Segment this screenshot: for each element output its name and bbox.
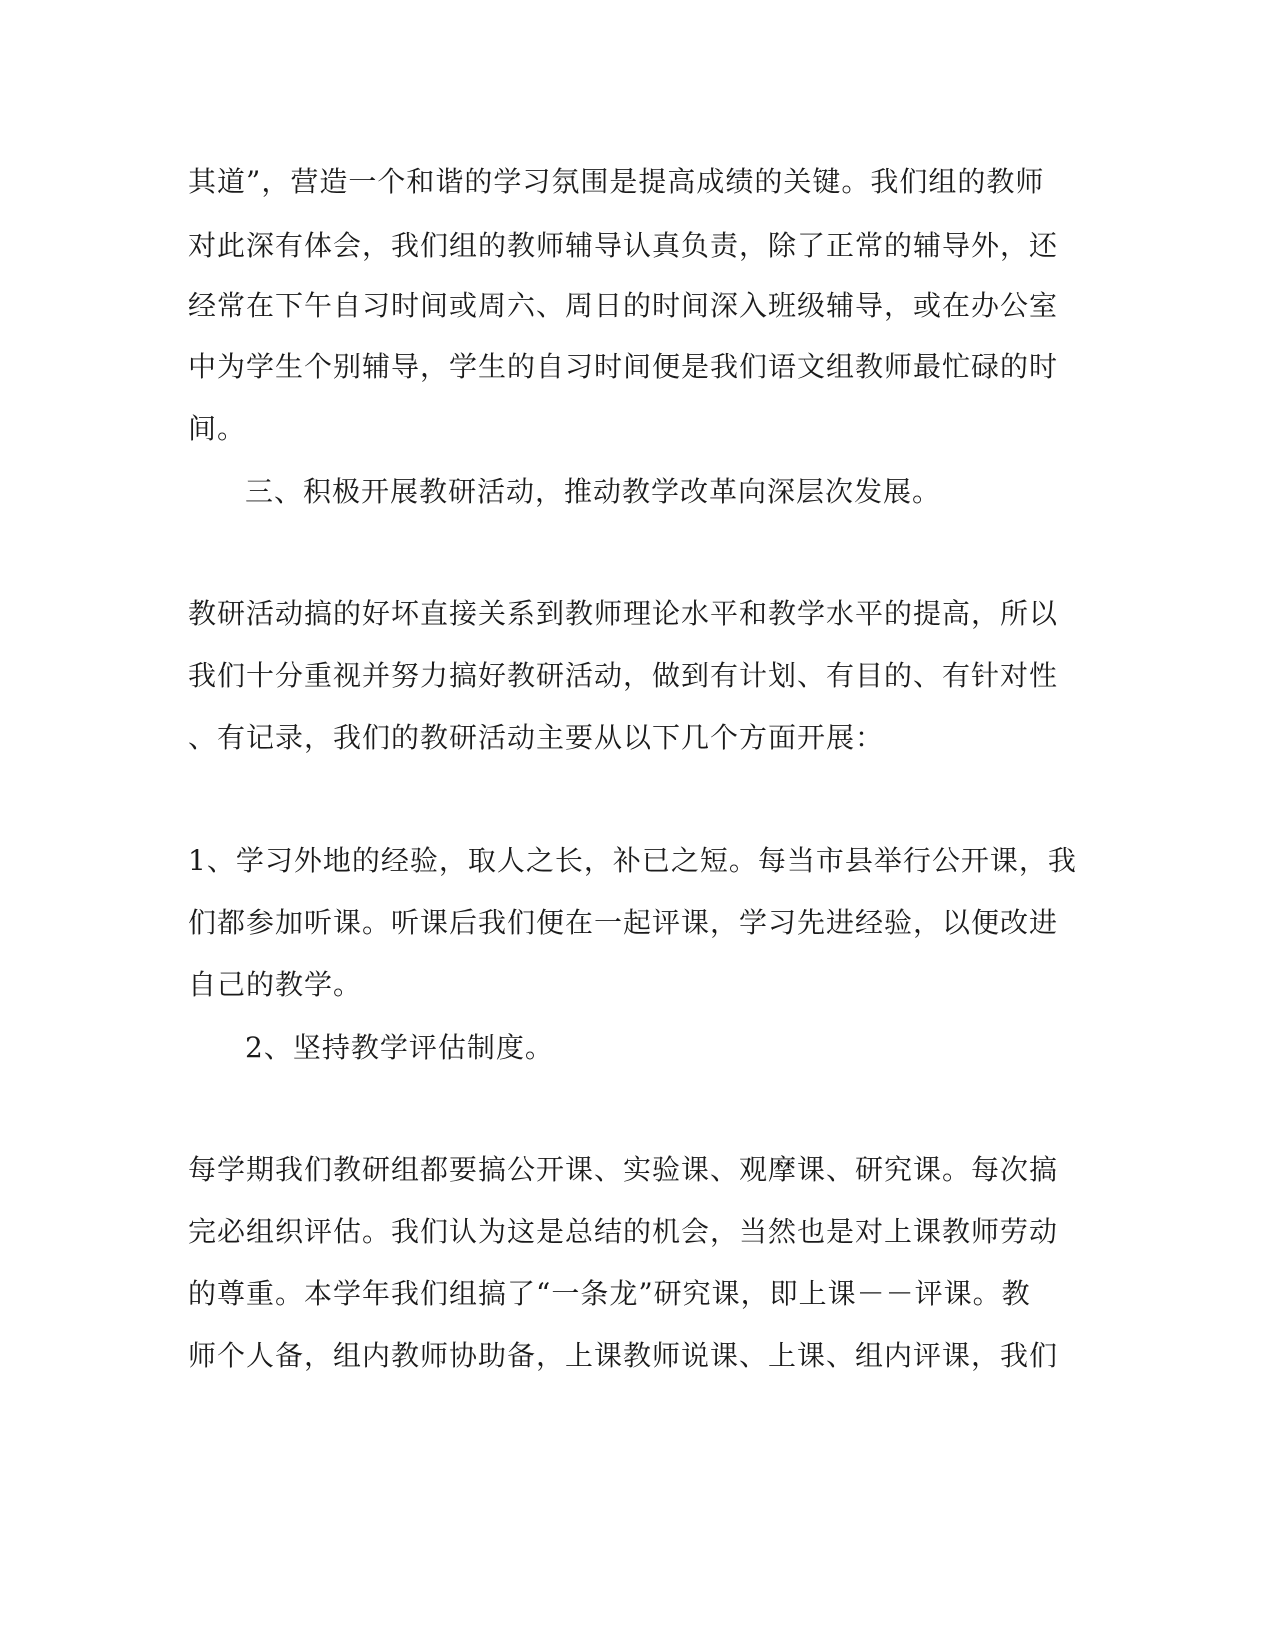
paragraph-1-line-2: 对此深有体会，我们组的教师辅导认真负责，除了正常的辅导外，还 xyxy=(188,229,1059,262)
paragraph-4-line-4: 师个人备，组内教师协助备，上课教师说课、上课、组内评课，我们 xyxy=(188,1339,1059,1372)
section-heading-3: 三、积极开展教研活动，推动教学改革向深层次发展。 xyxy=(245,475,942,508)
paragraph-1-line-1: 其道”，营造一个和谐的学习氛围是提高成绩的关键。我们组的教师 xyxy=(188,165,1045,198)
paragraph-2-line-1: 教研活动搞的好坏直接关系到教师理论水平和教学水平的提高，所以 xyxy=(188,597,1059,630)
paragraph-4-line-1: 每学期我们教研组都要搞公开课、实验课、观摩课、研究课。每次搞 xyxy=(188,1153,1059,1186)
paragraph-3-line-2: 们都参加听课。听课后我们便在一起评课，学习先进经验，以便改进 xyxy=(188,906,1059,939)
paragraph-1-line-3: 经常在下午自习时间或周六、周日的时间深入班级辅导，或在办公室 xyxy=(188,289,1059,322)
paragraph-4-line-3: 的尊重。本学年我们组搞了“一条龙”研究课，即上课－－评课。教 xyxy=(188,1277,1031,1310)
paragraph-3-line-3: 自己的教学。 xyxy=(188,968,363,1001)
paragraph-2-line-3: 、有记录，我们的教研活动主要从以下几个方面开展： xyxy=(188,721,885,754)
paragraph-1-line-5: 间。 xyxy=(188,412,247,445)
paragraph-3-line-1: 1、学习外地的经验，取人之长，补已之短。每当市县举行公开课，我 xyxy=(188,844,1077,877)
paragraph-2-line-2: 我们十分重视并努力搞好教研活动，做到有计划、有目的、有针对性 xyxy=(188,659,1059,692)
paragraph-1-line-4: 中为学生个别辅导，学生的自习时间便是我们语文组教师最忙碌的时 xyxy=(188,350,1059,383)
paragraph-4-line-2: 完必组织评估。我们认为这是总结的机会，当然也是对上课教师劳动 xyxy=(188,1215,1059,1248)
list-item-2: 2、坚持教学评估制度。 xyxy=(245,1031,554,1064)
